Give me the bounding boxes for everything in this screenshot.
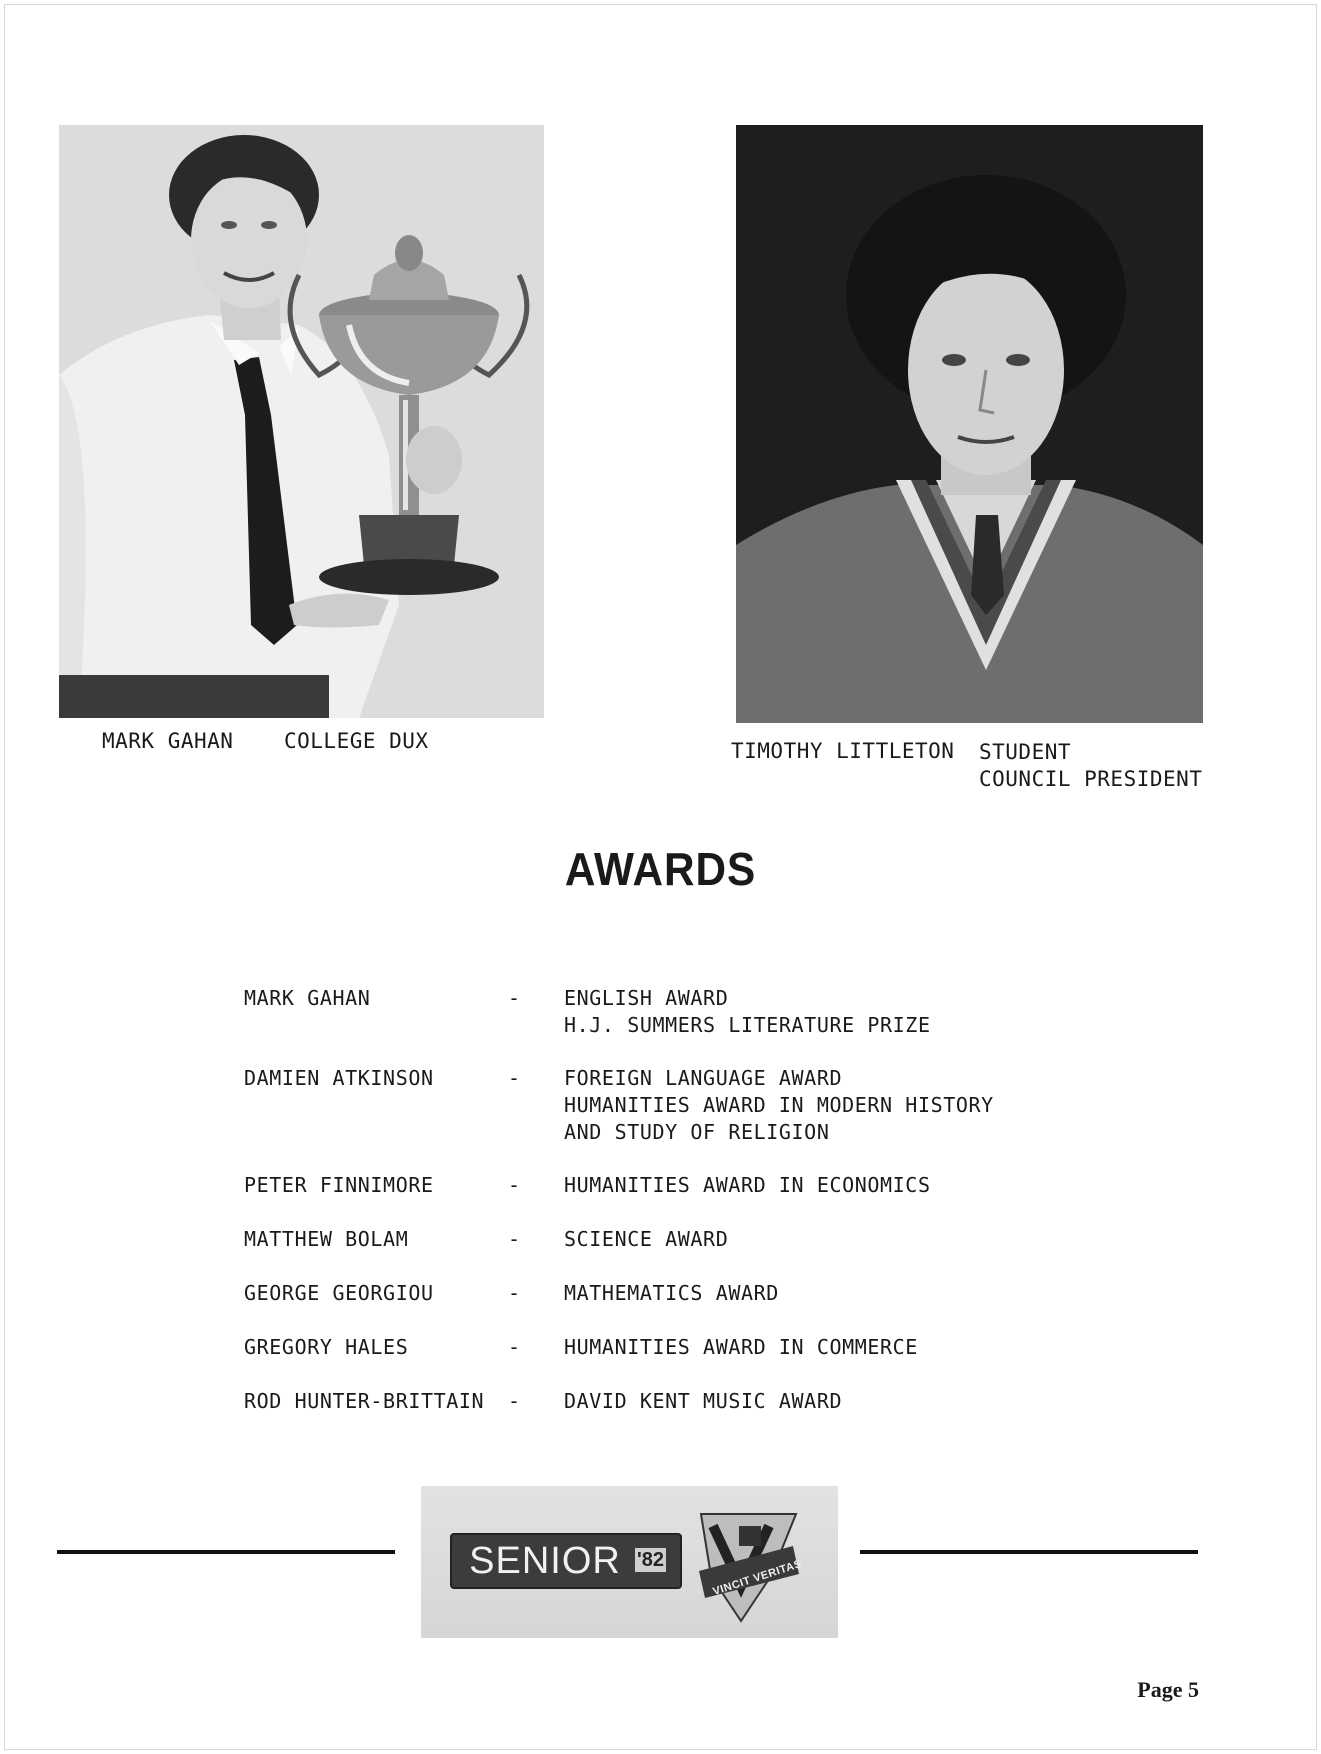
award-item: FOREIGN LANGUAGE AWARD: [564, 1066, 843, 1090]
award-dash: -: [508, 1227, 521, 1251]
award-items: [564, 1280, 779, 1307]
award-row: [244, 1334, 1144, 1361]
caption-left-title: COLLEGE DUX: [284, 729, 429, 753]
award-row: [244, 1065, 1144, 1146]
award-items: [564, 1172, 931, 1199]
award-recipient: DAMIEN ATKINSON: [244, 1066, 434, 1090]
award-recipient: ROD HUNTER-BRITTAIN: [244, 1389, 485, 1413]
photo-timothy-littleton: [736, 125, 1203, 723]
awards-list: [244, 985, 1144, 1415]
award-dash: -: [508, 1335, 521, 1359]
page-number: Page 5: [1137, 1677, 1199, 1702]
award-recipient: GEORGE GEORGIOU: [244, 1281, 434, 1305]
award-recipient: MATTHEW BOLAM: [244, 1227, 409, 1251]
badge-label: SENIOR: [469, 1540, 621, 1582]
award-item: HUMANITIES AWARD IN ECONOMICS: [564, 1173, 931, 1197]
award-recipient: MARK GAHAN: [244, 986, 371, 1010]
page-title: AWARDS: [564, 843, 757, 895]
award-item: DAVID KENT MUSIC AWARD: [564, 1389, 843, 1413]
caption-left-name: MARK GAHAN: [102, 729, 234, 753]
award-item: AND STUDY OF RELIGION: [564, 1120, 830, 1144]
senior-badge-photo: [421, 1486, 838, 1638]
award-row: [244, 1388, 1144, 1415]
award-items: [564, 1388, 842, 1415]
award-item: H.J. SUMMERS LITERATURE PRIZE: [564, 1013, 931, 1037]
award-row: [244, 1226, 1144, 1253]
award-row: [244, 1280, 1144, 1307]
award-items: [564, 985, 931, 1039]
photo-mark-gahan: [59, 125, 544, 718]
award-recipient: PETER FINNIMORE: [244, 1173, 434, 1197]
caption-right-title: [979, 739, 1202, 793]
award-items: [564, 1065, 994, 1146]
award-item: HUMANITIES AWARD IN COMMERCE: [564, 1335, 918, 1359]
award-dash: -: [508, 1173, 521, 1197]
award-items: [564, 1226, 728, 1253]
award-dash: -: [508, 1389, 521, 1413]
caption-right-title-line1: STUDENT: [979, 740, 1072, 764]
award-item: ENGLISH AWARD: [564, 986, 729, 1010]
award-item: MATHEMATICS AWARD: [564, 1281, 779, 1305]
photo-illustration-portrait: [736, 125, 1203, 723]
award-row: [244, 985, 1144, 1039]
award-row: [244, 1172, 1144, 1199]
award-item: SCIENCE AWARD: [564, 1227, 729, 1251]
divider-right: [860, 1550, 1198, 1554]
award-item: HUMANITIES AWARD IN MODERN HISTORY: [564, 1093, 994, 1117]
divider-left: [57, 1550, 395, 1554]
caption-right-title-line2: COUNCIL PRESIDENT: [979, 767, 1203, 791]
award-dash: -: [508, 986, 521, 1010]
award-recipient: GREGORY HALES: [244, 1335, 409, 1359]
award-items: [564, 1334, 918, 1361]
award-dash: -: [508, 1066, 521, 1090]
badge-motto: VINCIT VERITAS: [711, 1557, 804, 1599]
award-dash: -: [508, 1281, 521, 1305]
photo-illustration-trophy: [59, 125, 544, 718]
badge-year: '82: [637, 1549, 665, 1571]
caption-right-name: TIMOTHY LITTLETON: [731, 739, 955, 763]
